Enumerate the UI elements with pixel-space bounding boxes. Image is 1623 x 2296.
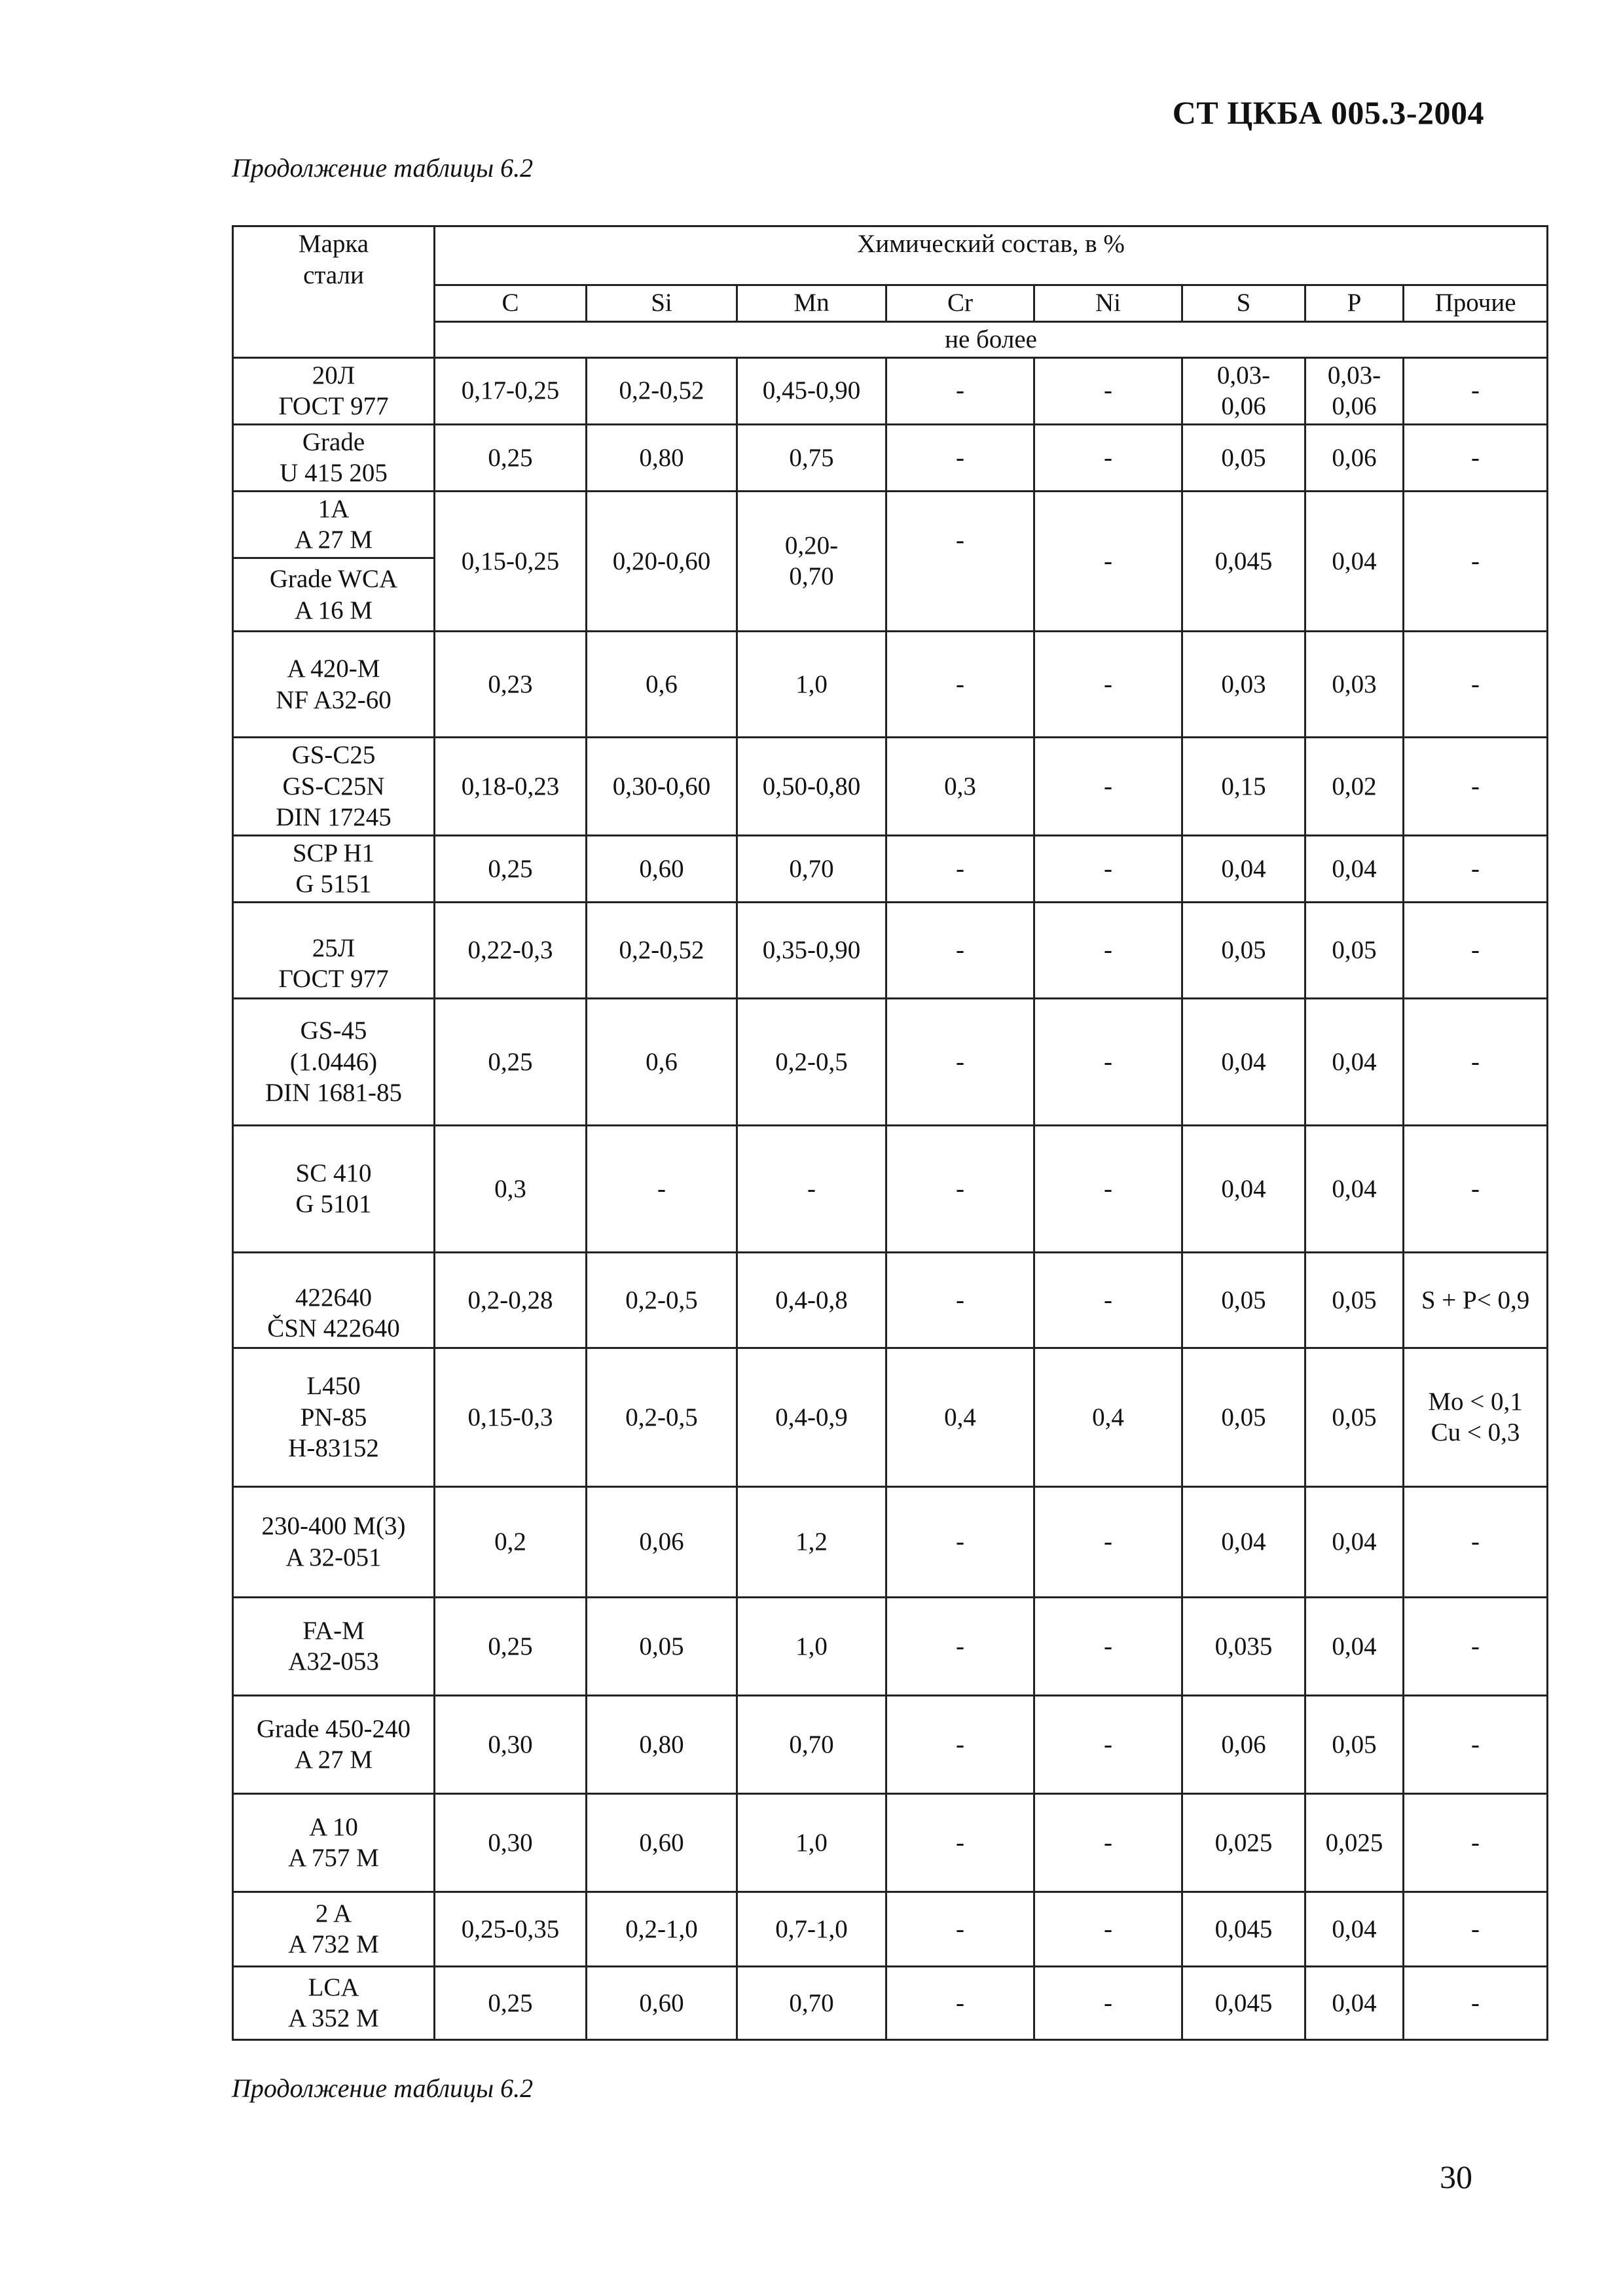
value-si: 0,60 [587,835,737,902]
value-si: 0,80 [587,1695,737,1793]
value-si: 0,2-0,5 [587,1252,737,1348]
column-header-mn: Mn [737,285,886,322]
table-row [233,835,1548,902]
grade-cell: A 420-M NF A32-60 [233,632,435,738]
value-other: - [1404,1125,1548,1252]
grade-cell: 1A A 27 M [233,491,435,558]
value-mn: 0,2-0,5 [737,998,886,1125]
value-other: - [1404,1695,1548,1793]
grade-cell: A 10 A 757 M [233,1793,435,1892]
grade-cell: 2 A A 732 M [233,1892,435,1966]
table-row [233,424,1548,491]
value-p: 0,04 [1305,998,1404,1125]
value-cr: - [886,424,1034,491]
value-si: 0,2-0,52 [587,902,737,998]
grade-cell: SC 410 G 5101 [233,1125,435,1252]
value-other: - [1404,1486,1548,1597]
value-other: S + P< 0,9 [1404,1252,1548,1348]
value-c: 0,17-0,25 [435,357,587,424]
value-mn: 1,0 [737,1597,886,1695]
document-code: СТ ЦКБА 005.3-2004 [1172,94,1484,131]
value-mn: 0,70 [737,1695,886,1793]
value-ni: - [1034,1486,1182,1597]
value-si: 0,6 [587,998,737,1125]
value-c: 0,3 [435,1125,587,1252]
value-si: 0,60 [587,1793,737,1892]
value-c: 0,25 [435,1597,587,1695]
value-p: 0,02 [1305,738,1404,836]
value-p: 0,05 [1305,1695,1404,1793]
page-number: 30 [1440,2159,1472,2195]
value-cr: - [886,1125,1034,1252]
value-ni: - [1034,491,1182,631]
value-cr: 0,4 [886,1348,1034,1486]
table-row [233,1892,1548,1966]
value-si: 0,2-0,5 [587,1348,737,1486]
column-header-c: C [435,285,587,322]
value-other: - [1404,491,1548,631]
value-other: - [1404,632,1548,738]
value-other: Mo < 0,1 Cu < 0,3 [1404,1348,1548,1486]
value-mn: 1,0 [737,632,886,738]
table-continuation-label: Продолжение таблицы 6.2 [232,153,534,183]
value-ni: - [1034,835,1182,902]
value-p: 0,06 [1305,424,1404,491]
value-s: 0,03- 0,06 [1182,357,1305,424]
value-p: 0,04 [1305,491,1404,631]
table-row [233,1348,1548,1486]
value-si: 0,05 [587,1597,737,1695]
value-p: 0,03 [1305,632,1404,738]
value-ni: - [1034,738,1182,836]
value-mn: 0,70 [737,1966,886,2039]
value-p: 0,04 [1305,1486,1404,1597]
value-p: 0,04 [1305,1597,1404,1695]
value-si: 0,2-0,52 [587,357,737,424]
value-ni: - [1034,1966,1182,2039]
value-mn: 1,2 [737,1486,886,1597]
column-header-ni: Ni [1034,285,1182,322]
value-p: 0,04 [1305,835,1404,902]
value-cr: - [886,1486,1034,1597]
value-cr: - [886,1892,1034,1966]
value-ni: - [1034,1892,1182,1966]
value-s: 0,05 [1182,1252,1305,1348]
value-ni: - [1034,1695,1182,1793]
max-note: не более [435,322,1548,358]
value-ni: - [1034,424,1182,491]
grade-cell: LCA A 352 M [233,1966,435,2039]
value-s: 0,035 [1182,1597,1305,1695]
value-other: - [1404,1892,1548,1966]
grade-cell: 25Л ГОСТ 977 [233,902,435,998]
value-cr: - [886,902,1034,998]
value-mn: 0,70 [737,835,886,902]
value-ni: - [1034,357,1182,424]
grade-header: Марка стали [233,226,435,358]
grade-cell: FA-M A32-053 [233,1597,435,1695]
value-p: 0,05 [1305,902,1404,998]
grade-cell: SCP H1 G 5151 [233,835,435,902]
value-cr: - [886,1966,1034,2039]
value-mn: - [737,1125,886,1252]
value-s: 0,045 [1182,1892,1305,1966]
value-cr: - [886,998,1034,1125]
value-p: 0,05 [1305,1252,1404,1348]
table-row [233,1125,1548,1252]
grade-cell: GS-C25 GS-C25N DIN 17245 [233,738,435,836]
value-c: 0,25 [435,998,587,1125]
grade-cell: Grade 450-240 A 27 M [233,1695,435,1793]
value-c: 0,30 [435,1695,587,1793]
value-ni: - [1034,1252,1182,1348]
value-other: - [1404,835,1548,902]
value-other: - [1404,902,1548,998]
value-si: 0,6 [587,632,737,738]
value-other: - [1404,424,1548,491]
table-row [233,902,1548,998]
value-other: - [1404,738,1548,836]
value-mn: 0,4-0,9 [737,1348,886,1486]
value-cr: - [886,1252,1034,1348]
value-ni: - [1034,1125,1182,1252]
value-s: 0,045 [1182,491,1305,631]
grade-cell: 422640 ČSN 422640 [233,1252,435,1348]
value-ni: - [1034,902,1182,998]
value-c: 0,15-0,3 [435,1348,587,1486]
column-header-s: S [1182,285,1305,322]
value-s: 0,04 [1182,1486,1305,1597]
value-s: 0,06 [1182,1695,1305,1793]
value-p: 0,05 [1305,1348,1404,1486]
value-cr: - [886,1695,1034,1793]
grade-cell: Grade U 415 205 [233,424,435,491]
value-p: 0,04 [1305,1966,1404,2039]
column-header-cr: Cr [886,285,1034,322]
grade-cell: 230-400 M(3) A 32-051 [233,1486,435,1597]
value-other: - [1404,357,1548,424]
value-c: 0,18-0,23 [435,738,587,836]
value-si: 0,60 [587,1966,737,2039]
value-c: 0,2-0,28 [435,1252,587,1348]
value-c: 0,25-0,35 [435,1892,587,1966]
value-ni: - [1034,998,1182,1125]
value-s: 0,05 [1182,1348,1305,1486]
value-cr: - [886,1597,1034,1695]
value-c: 0,23 [435,632,587,738]
grade-cell: 20Л ГОСТ 977 [233,357,435,424]
value-c: 0,30 [435,1793,587,1892]
table-row [233,357,1548,424]
value-c: 0,15-0,25 [435,491,587,631]
value-mn: 0,50-0,80 [737,738,886,836]
value-p: 0,04 [1305,1892,1404,1966]
value-mn: 1,0 [737,1793,886,1892]
value-si: 0,30-0,60 [587,738,737,836]
value-s: 0,045 [1182,1966,1305,2039]
value-c: 0,22-0,3 [435,902,587,998]
grade-cell: Grade WCA A 16 M [233,558,435,632]
value-other: - [1404,1597,1548,1695]
value-other: - [1404,998,1548,1125]
value-s: 0,04 [1182,1125,1305,1252]
value-c: 0,25 [435,835,587,902]
table-row [233,998,1548,1125]
value-ni: - [1034,632,1182,738]
value-si: 0,80 [587,424,737,491]
value-p: 0,025 [1305,1793,1404,1892]
value-si: 0,20-0,60 [587,491,737,631]
value-c: 0,25 [435,424,587,491]
value-p: 0,04 [1305,1125,1404,1252]
value-cr: - [886,491,1034,631]
column-header-other: Прочие [1404,285,1548,322]
value-s: 0,04 [1182,998,1305,1125]
chemical-composition-table [232,225,1548,2041]
table-row [233,1486,1548,1597]
value-mn: 0,20- 0,70 [737,491,886,631]
value-other: - [1404,1793,1548,1892]
table-row [233,1966,1548,2039]
grade-cell: L450 PN-85 H-83152 [233,1348,435,1486]
grade-cell: GS-45 (1.0446) DIN 1681-85 [233,998,435,1125]
value-cr: - [886,357,1034,424]
value-s: 0,05 [1182,424,1305,491]
value-s: 0,03 [1182,632,1305,738]
table-row [233,1252,1548,1348]
value-s: 0,025 [1182,1793,1305,1892]
column-header-si: Si [587,285,737,322]
table-row [233,1597,1548,1695]
value-cr: 0,3 [886,738,1034,836]
table-row [233,491,1548,558]
value-p: 0,03- 0,06 [1305,357,1404,424]
value-s: 0,15 [1182,738,1305,836]
value-cr: - [886,835,1034,902]
value-cr: - [886,632,1034,738]
table-row [233,632,1548,738]
table-row [233,1695,1548,1793]
value-mn: 0,75 [737,424,886,491]
value-mn: 0,7-1,0 [737,1892,886,1966]
value-mn: 0,35-0,90 [737,902,886,998]
value-si: 0,2-1,0 [587,1892,737,1966]
value-si: - [587,1125,737,1252]
value-ni: 0,4 [1034,1348,1182,1486]
value-ni: - [1034,1597,1182,1695]
value-c: 0,25 [435,1966,587,2039]
table-continuation-label-bottom: Продолжение таблицы 6.2 [232,2073,534,2103]
value-s: 0,04 [1182,835,1305,902]
table-row [233,738,1548,836]
value-mn: 0,4-0,8 [737,1252,886,1348]
composition-header: Химический состав, в % [435,226,1548,285]
column-header-p: P [1305,285,1404,322]
value-s: 0,05 [1182,902,1305,998]
value-ni: - [1034,1793,1182,1892]
value-cr: - [886,1793,1034,1892]
value-c: 0,2 [435,1486,587,1597]
value-mn: 0,45-0,90 [737,357,886,424]
table-row [233,1793,1548,1892]
value-si: 0,06 [587,1486,737,1597]
value-other: - [1404,1966,1548,2039]
